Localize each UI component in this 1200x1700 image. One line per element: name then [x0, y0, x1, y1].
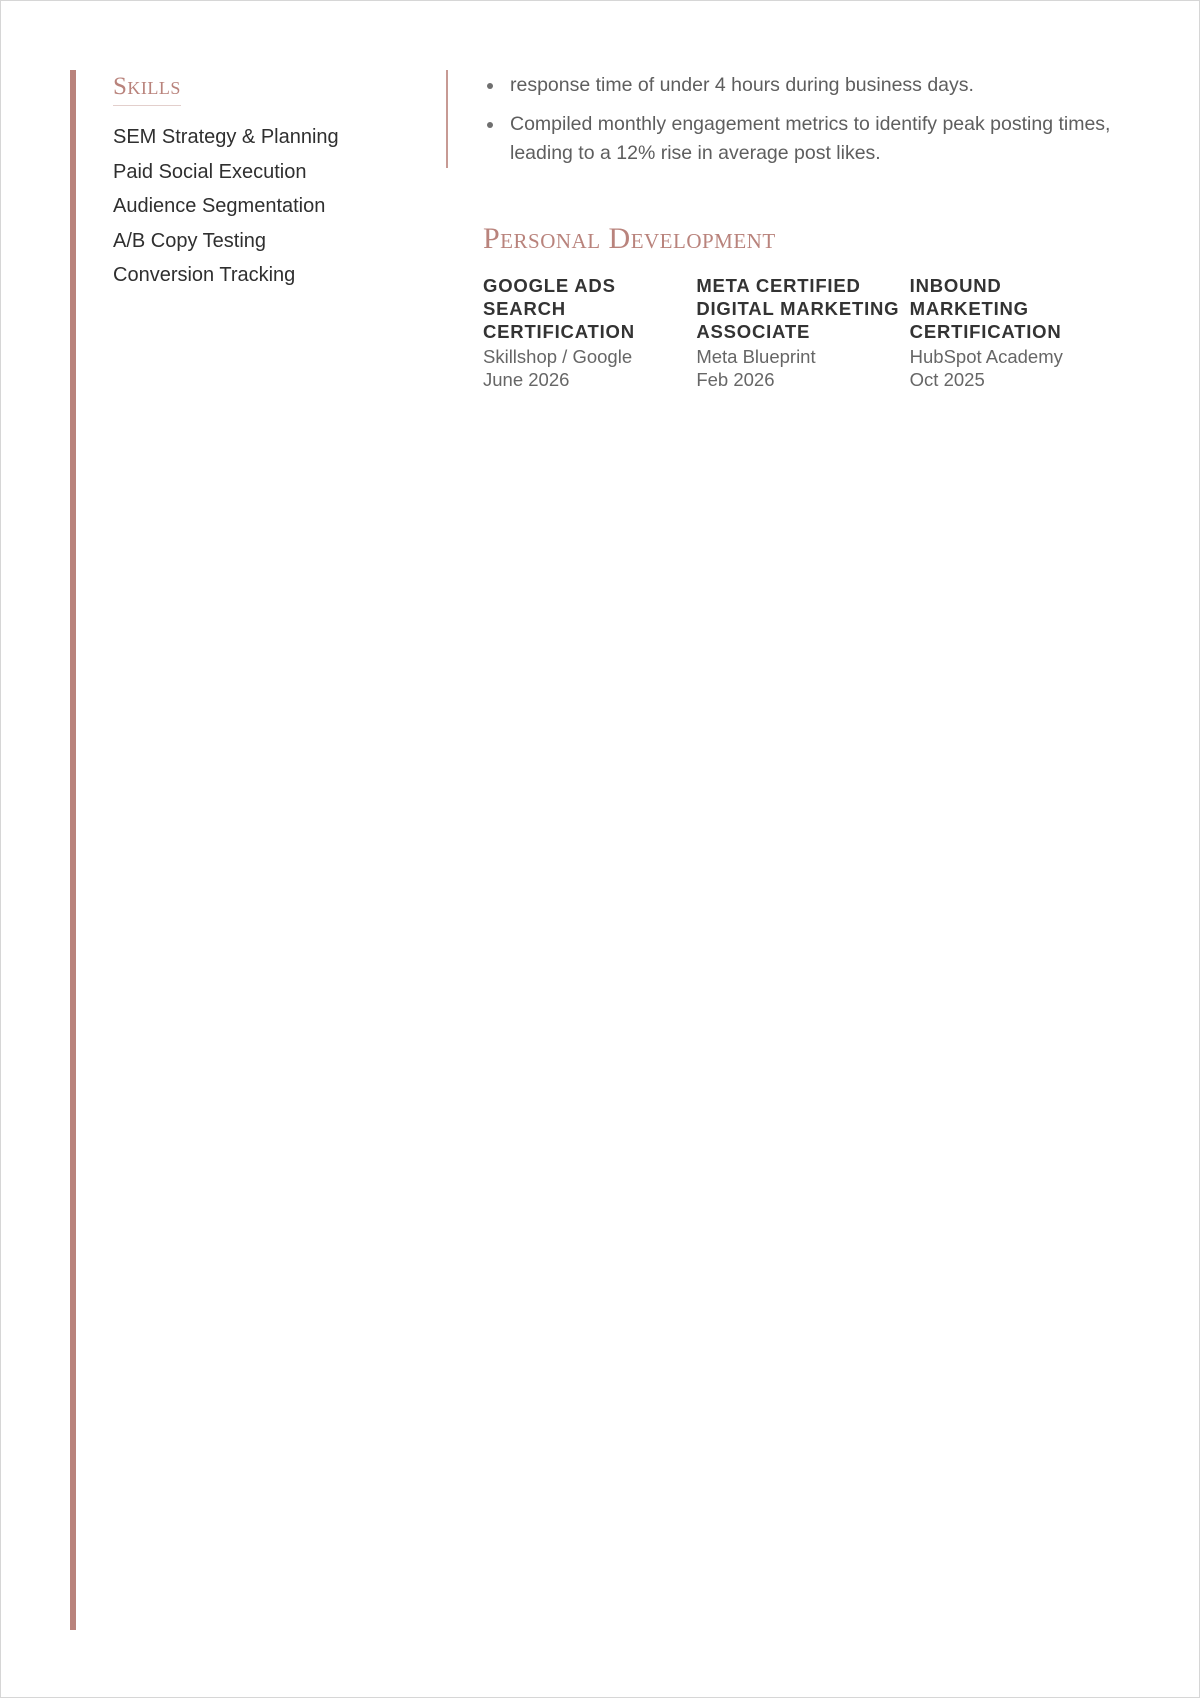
- certifications-grid: [483, 274, 1123, 391]
- accent-bar: [70, 70, 76, 1630]
- bullet-text: Compiled monthly engagement metrics to identify peak posting times, leading to a 12% rise in average post likes.: [510, 113, 1111, 164]
- certification-issuer: Meta Blueprint: [696, 346, 816, 367]
- experience-bullets: [483, 71, 1123, 168]
- certification-name: GOOGLE ADS SEARCH CERTIFICATION: [483, 275, 635, 342]
- certification-card: [483, 274, 696, 391]
- certification-issuer: Skillshop / Google: [483, 346, 633, 367]
- bullet-text: response time of under 4 hours during business days.: [510, 74, 974, 96]
- skill-item: A/B Copy Testing: [113, 229, 267, 252]
- bullet-icon: [487, 83, 493, 89]
- certification-date: Oct 2025: [909, 369, 985, 390]
- certification-date: June 2026: [483, 369, 570, 390]
- certification-card: [910, 274, 1123, 391]
- skill-item: SEM Strategy & Planning: [113, 126, 339, 148]
- bullet-item: [483, 110, 1123, 168]
- left-column: [113, 73, 413, 293]
- skills-list: [113, 120, 413, 293]
- personal-development-heading: Personal Development: [483, 222, 776, 255]
- certification-issuer: HubSpot Academy: [909, 346, 1063, 367]
- skills-heading: Skills: [113, 73, 181, 106]
- bullet-item: [483, 71, 1123, 100]
- certification-card: [696, 274, 909, 391]
- skill-item: Paid Social Execution: [113, 160, 307, 183]
- skill-item: Audience Segmentation: [113, 195, 326, 217]
- right-column: [483, 71, 1123, 391]
- certification-name: META CERTIFIED DIGITAL MARKETING ASSOCIATE: [696, 275, 900, 342]
- certification-date: Feb 2026: [696, 369, 775, 390]
- bullet-icon: [487, 122, 493, 128]
- skill-item: Conversion Tracking: [113, 264, 296, 286]
- certification-name: INBOUND MARKETING CERTIFICATION: [909, 275, 1062, 342]
- column-divider: [446, 70, 448, 168]
